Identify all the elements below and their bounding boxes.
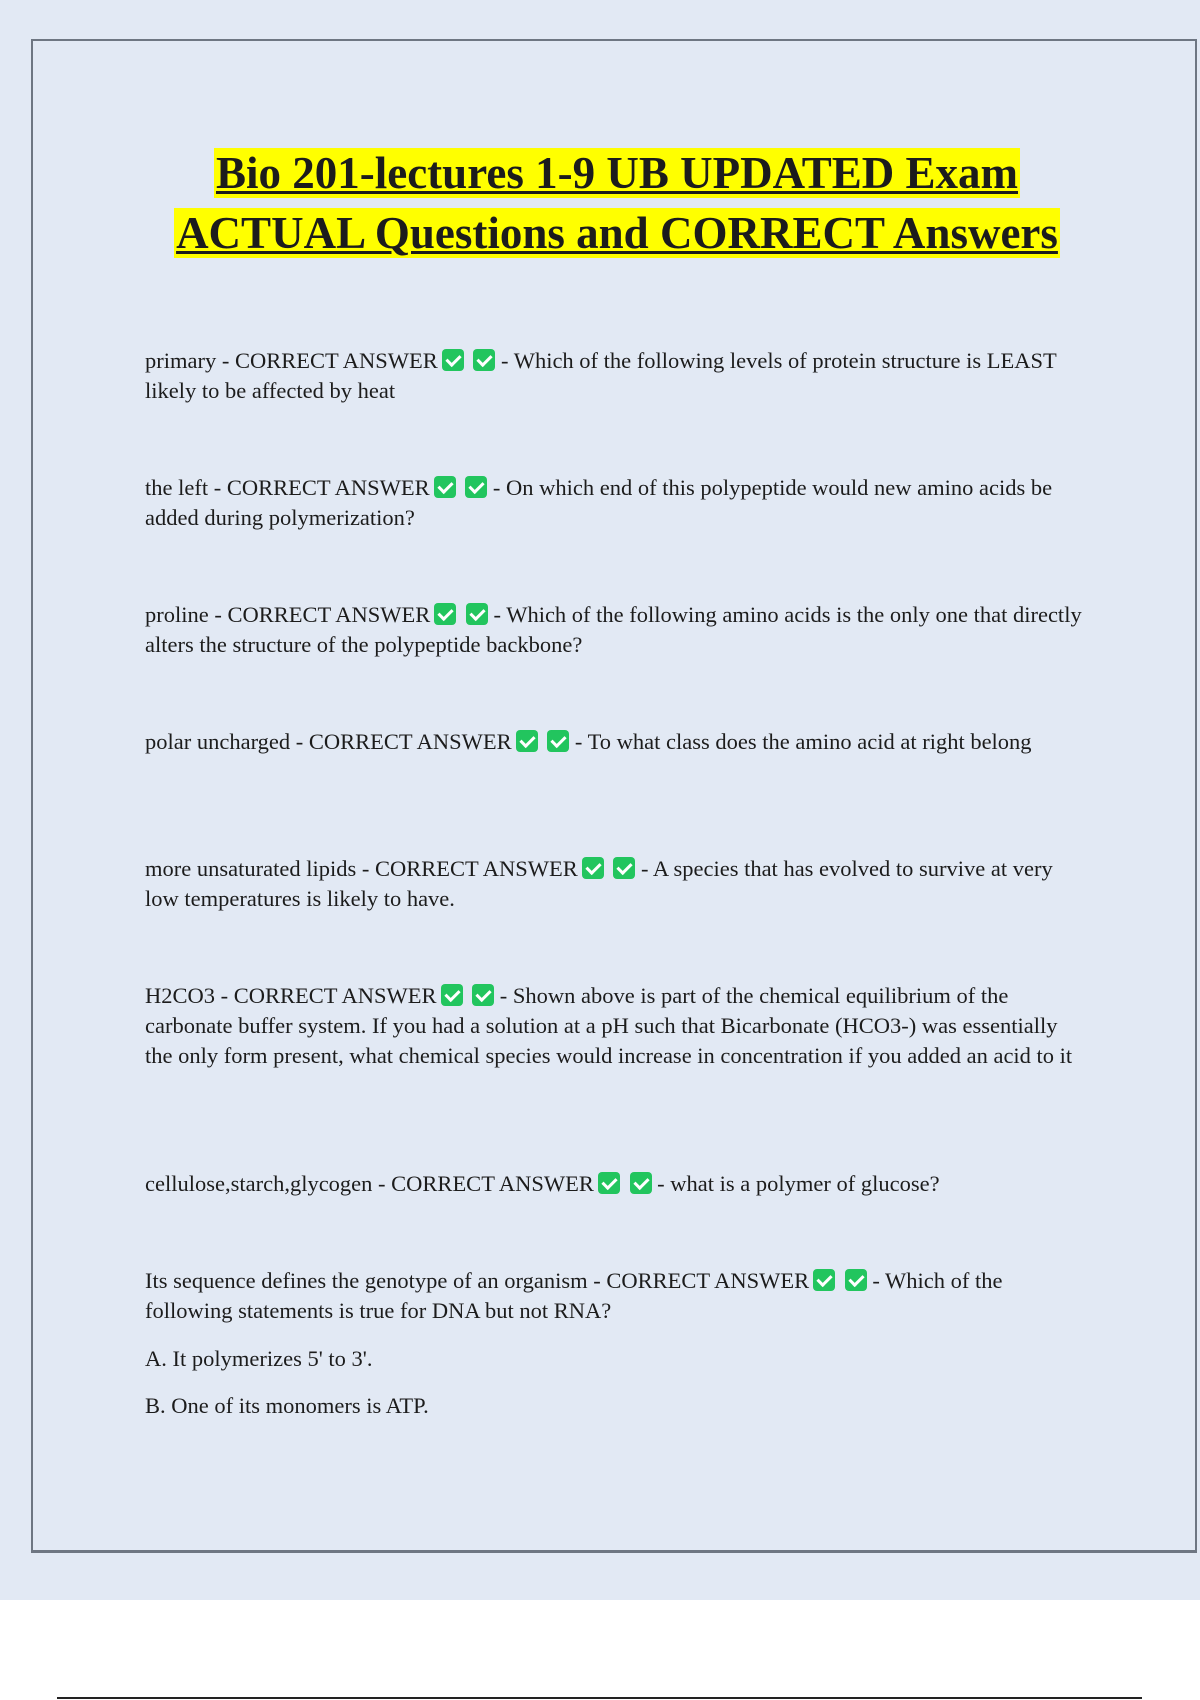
qa-text: Its sequence defines the genotype of an organism - CORRECT ANSWER - Which of the following statements is true for DNA but not RNA? — [145, 1268, 1003, 1323]
question-text: Which of the following statements is true for DNA but not RNA? — [145, 1268, 1003, 1323]
answer-label: CORRECT ANSWER — [233, 983, 437, 1008]
answer-label: CORRECT ANSWER — [234, 348, 438, 373]
answer-text: H2CO3 — [145, 983, 216, 1008]
qa-item — [145, 1169, 1085, 1199]
qa-text: polar uncharged - CORRECT ANSWER - To what class does the amino acid at right belong — [145, 729, 1032, 754]
answer-label: CORRECT ANSWER — [227, 602, 431, 627]
question-text: Which of the following levels of protein structure is LEAST likely to be affected by heat — [145, 348, 1057, 403]
answer-label: CORRECT ANSWER — [308, 729, 512, 754]
check-box-icon — [473, 349, 495, 371]
check-box-icon — [434, 476, 456, 498]
answer-text: cellulose,starch,glycogen — [145, 1171, 373, 1196]
qa-item — [145, 600, 1085, 660]
question-text: To what class does the amino acid at right belong — [587, 729, 1032, 754]
check-box-icon — [516, 730, 538, 752]
qa-text: cellulose,starch,glycogen - CORRECT ANSWER - what is a polymer of glucose? — [145, 1171, 940, 1196]
answer-text: Its sequence defines the genotype of an organism — [145, 1268, 588, 1293]
check-box-icon — [465, 476, 487, 498]
question-text: A species that has evolved to survive at very low temperatures is likely to have. — [145, 856, 1053, 911]
check-box-icon — [547, 730, 569, 752]
question-text: what is a polymer of glucose? — [670, 1171, 940, 1196]
option-a: A. It polymerizes 5' to 3'. — [145, 1346, 373, 1371]
answer-label: CORRECT ANSWER — [226, 475, 430, 500]
qa-text: the left - CORRECT ANSWER - On which end of this polypeptide would new amino acids be added during polymerization? — [145, 475, 1053, 530]
qa-text: more unsaturated lipids - CORRECT ANSWER - A species that has evolved to survive at very low temperatures is likely to have. — [145, 856, 1053, 911]
qa-text: primary - CORRECT ANSWER - Which of the following levels of protein structure is LEAST likely to be affected by heat — [145, 348, 1057, 403]
answer-text: the left — [145, 475, 209, 500]
check-box-icon — [598, 1172, 620, 1194]
question-text: Shown above is part of the chemical equilibrium of the carbonate buffer system. If you had a solution at a pH such that Bicarbonate (HCO3-) was essentially the only form present, what chemical species would increase in concentration if you added an acid to it — [145, 983, 1073, 1068]
check-box-icon — [466, 603, 488, 625]
answer-label: CORRECT ANSWER — [606, 1268, 810, 1293]
bottom-divider — [57, 1697, 1142, 1699]
document-title — [120, 143, 1114, 263]
check-box-icon — [442, 349, 464, 371]
answer-label: CORRECT ANSWER — [391, 1171, 594, 1196]
option-b: B. One of its monomers is ATP. — [145, 1393, 429, 1418]
check-box-icon — [613, 857, 635, 879]
check-box-icon — [845, 1269, 867, 1291]
answer-label: CORRECT ANSWER — [374, 856, 578, 881]
check-box-icon — [630, 1172, 652, 1194]
question-text: Which of the following amino acids is the only one that directly alters the structure of the polypeptide backbone? — [145, 602, 1082, 657]
check-box-icon — [472, 984, 494, 1006]
answer-text: proline — [145, 602, 209, 627]
qa-item — [145, 1266, 1085, 1326]
answer-text: primary — [145, 348, 217, 373]
answer-text: more unsaturated lipids — [145, 856, 357, 881]
qa-item — [145, 727, 1085, 757]
check-box-icon — [441, 984, 463, 1006]
qa-item — [145, 473, 1085, 533]
qa-item — [145, 854, 1085, 914]
question-text: On which end of this polypeptide would new amino acids be added during polymerization? — [145, 475, 1053, 530]
check-box-icon — [582, 857, 604, 879]
qa-text: proline - CORRECT ANSWER - Which of the following amino acids is the only one that directly alters the structure of the polypeptide backbone? — [145, 602, 1082, 657]
qa-item — [145, 346, 1085, 406]
answer-text: polar uncharged — [145, 729, 291, 754]
qa-text: H2CO3 - CORRECT ANSWER - Shown above is part of the chemical equilibrium of the carbonate buffer system. If you had a solution at a pH such that Bicarbonate (HCO3-) was essentially the only form present, what chemical species would increase in concentration if you added an acid to it — [145, 983, 1073, 1068]
check-box-icon — [813, 1269, 835, 1291]
qa-item — [145, 981, 1085, 1071]
title-text: Bio 201-lectures 1-9 UB UPDATED Exam ACTUAL Questions and CORRECT Answers — [176, 148, 1058, 258]
check-box-icon — [434, 603, 456, 625]
